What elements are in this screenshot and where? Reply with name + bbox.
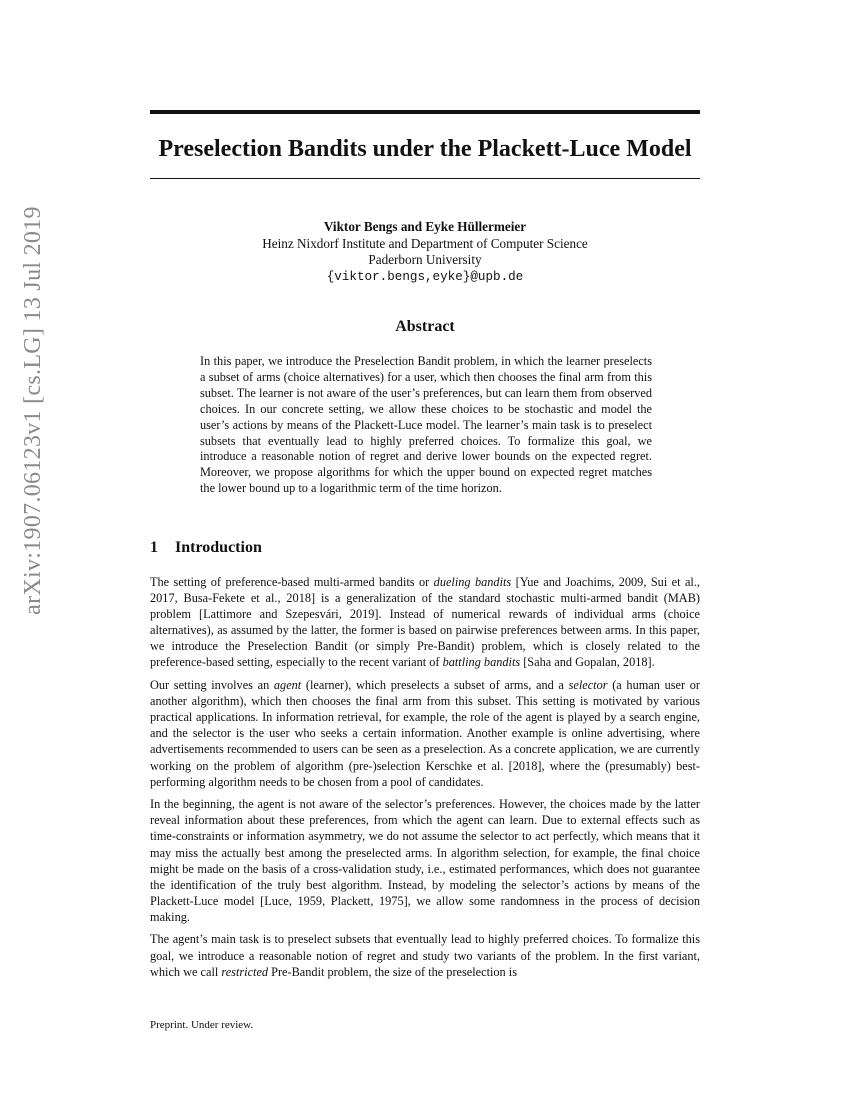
body-text: [150, 574, 700, 986]
paragraph-1: [150, 574, 700, 671]
p2-emphasis-agent: agent: [273, 678, 302, 693]
arxiv-stamp: [8, 120, 58, 700]
paper-title: Preselection Bandits under the Plackett-Luce Model: [158, 136, 692, 162]
p2-text-b: (learner), which preselects a subset of arms, and a: [301, 678, 569, 693]
p2-text-c: (a human user or another algorithm), which then chooses the final arm from this subset. This setting is motivated by various practical applications. In information retrieval, for example, the role of the agent is played by a search engine, and the selector is the user who seeks a certain information. Another example is online advertising, where advertisements recommended to users can be seen as a preselection. As a concrete application, we are currently working on the problem of algorithm (pre-)selection Kerschke et al. [2018], where the (presumably) best-performing algorithm needs to be chosen from a pool of candidates.: [150, 678, 700, 789]
section-title: Introduction: [175, 539, 262, 556]
author-email: {viktor.bengs,eyke}@upb.de: [326, 269, 524, 284]
abstract-text: In this paper, we introduce the Preselection Bandit problem, in which the learner preselects a subset of arms (choice alternatives) for a user, which then chooses the final arm from this subset. The learner is not aware of the user’s preferences, but can learn them from observed choices. In our concrete setting, we allow these choices to be stochastic and model the user’s actions by means of the Plackett-Luce model. The learner’s main task is to preselect subsets that eventually lead to highly preferred choices. To formalize this goal, we introduce a reasonable notion of regret and derive lower bounds on the expected regret. Moreover, we propose algorithms for which the upper bound on expected regret matches the lower bound up to a logarithmic term of the time horizon.: [200, 354, 652, 496]
paragraph-2: [150, 677, 700, 790]
p1-emphasis-battling-bandits: battling bandits: [442, 655, 521, 670]
p2-emphasis-selector: selector: [568, 678, 608, 693]
footer-note: Preprint. Under review.: [150, 1019, 254, 1031]
p2-text-a: Our setting involves an: [150, 678, 274, 693]
section-heading: [150, 538, 700, 558]
p1-emphasis-dueling-bandits: dueling bandits: [433, 575, 512, 589]
title-rule-top: [150, 110, 700, 114]
p4-emphasis-restricted: restricted: [221, 964, 269, 979]
paragraph-3: In the beginning, the agent is not aware of the selector’s preferences. However, the choices made by the latter reveal information about these preferences, from which the agent can learn. Due to external effects such as time-constraints or information asymmetry, we do not assume the selector to act perfectly, which means that it may miss the actually best among the preselected arms. In algorithm selection, for example, the final choice might be made on the basis of a cross-validation study, i.e., estimated performances, which does not guarantee the identification of the truly best algorithm. Instead, by modeling the selector’s actions by means of the Plackett-Luce model [Luce, 1959, Plackett, 1975], we allow some randomness in the process of decision making.: [150, 797, 700, 924]
paragraph-4: [150, 931, 700, 979]
author-university: Paderborn University: [368, 252, 482, 267]
section-number: 1: [150, 539, 158, 556]
p1-text-c: [Saha and Gopalan, 2018].: [520, 655, 655, 670]
title-rule-bottom: [150, 178, 700, 179]
author-block: [150, 219, 700, 285]
arxiv-identifier: arXiv:1907.06123v1 [cs.LG] 13 Jul 2019: [19, 205, 46, 615]
author-names: Viktor Bengs and Eyke Hüllermeier: [323, 219, 527, 234]
p4-text-b: Pre-Bandit problem, the size of the preselection is: [268, 964, 517, 979]
abstract-heading: Abstract: [395, 318, 455, 335]
p4-text-a: The agent’s main task is to preselect subsets that eventually lead to highly preferred choices. To formalize this goal, we introduce a reasonable notion of regret and study two variants of the problem. In the first variant, which we call: [150, 932, 700, 979]
p1-text-a: The setting of preference-based multi-armed bandits or: [150, 575, 434, 589]
p1-text-b: [Yue and Joachims, 2009, Sui et al., 2017, Busa-Fekete et al., 2018] is a generalization of the standard stochastic multi-armed bandit (MAB) problem [Lattimore and Szepesvári, 2019]. Instead of numerical rewards of individual arms (choice alternatives), as assumed by the latter, the former is based on pairwise preferences between arms. In this paper, we introduce the Preselection Bandit (or simply Pre-Bandit) problem, which is closely related to the preference-based setting, especially to the recent variant of: [150, 575, 700, 670]
author-affiliation: Heinz Nixdorf Institute and Department of Computer Science: [262, 235, 588, 251]
